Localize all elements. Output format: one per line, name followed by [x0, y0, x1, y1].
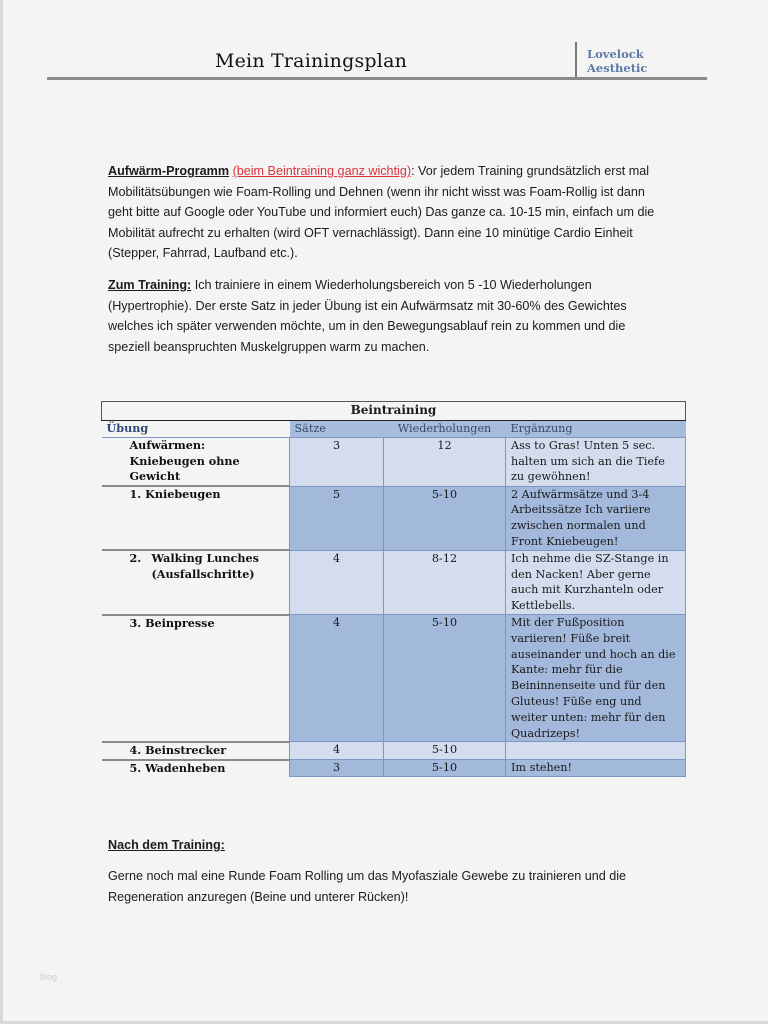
sets-cell: 4: [290, 615, 384, 742]
sets-cell: 3: [290, 760, 384, 777]
reps-cell: 8-12: [384, 550, 506, 614]
table-header-row: [102, 421, 686, 438]
after-training-heading: [108, 835, 668, 856]
exercise-cell: 5. Wadenheben: [102, 760, 290, 777]
page-title: Mein Trainingsplan: [214, 50, 408, 72]
table-row: [102, 760, 686, 777]
note-cell: [506, 742, 686, 760]
sets-cell: 5: [290, 486, 384, 550]
page-border: [0, 0, 3, 1024]
after-training-paragraph: Gerne noch mal eine Runde Foam Rolling um das Myofasziale Gewebe zu trainieren und die Regeneration anzuregen (Beine und unterer Rücken)!: [108, 869, 627, 904]
table-row: [102, 486, 686, 550]
reps-cell: 5-10: [384, 615, 506, 742]
note-cell: Ass to Gras! Unten 5 sec. halten um sich an die Tiefe zu gewöhnen!: [506, 437, 686, 486]
brand-name: Lovelock Aesthetic: [587, 47, 648, 75]
reps-cell: 5-10: [384, 760, 506, 777]
leg-training-table: [101, 401, 686, 777]
note-cell: Mit der Fußposition variieren! Füße breit auseinander und hoch an die Kante: mehr für die Beininnenseite und für den Gluteus! Füße eng und weiter unten: mehr für den Quadrizeps!: [506, 615, 686, 742]
exercise-cell: 3. Beinpresse: [102, 615, 290, 742]
sets-cell: 3: [290, 437, 384, 486]
watermark: blog: [40, 972, 58, 982]
header-exercise: Übung: [102, 421, 290, 438]
note-cell: Ich nehme die SZ-Stange in den Nacken! Aber gerne auch mit Kurzhanteln oder Kettlebells.: [506, 550, 686, 614]
after-training-label: Nach dem Training:: [108, 838, 225, 852]
reps-cell: 12: [384, 437, 506, 486]
exercise-cell: 4. Beinstrecker: [102, 742, 290, 760]
training-text: Ich trainiere in einem Wiederholungsbereich von 5 -10 Wiederholungen (Hypertrophie). Der erste Satz in jeder Übung ist ein Aufwärmsatz mit 30-60% des Gewichtes welches ich später verwenden möchte, um in den Bewegungsablauf rein zu kommen und die speziell beanspruchten Muskelgruppen warm zu machen.: [108, 278, 627, 354]
table-row: [102, 437, 686, 486]
header-reps: Wiederholungen: [384, 421, 506, 438]
note-cell: Im stehen!: [506, 760, 686, 777]
warmup-note: (beim Beintraining ganz wichtig): [232, 164, 412, 178]
header-notes: Ergänzung: [506, 421, 686, 438]
training-label: Zum Training:: [108, 278, 192, 292]
header-rule: [47, 77, 707, 80]
warmup-paragraph: [108, 161, 668, 264]
training-paragraph: [108, 275, 668, 357]
table-row: [102, 615, 686, 742]
sets-cell: 4: [290, 742, 384, 760]
exercise-cell: Aufwärmen: Kniebeugen ohne Gewicht: [102, 437, 290, 486]
sets-cell: 4: [290, 550, 384, 614]
document-header: [47, 40, 707, 80]
table-row: [102, 742, 686, 760]
header-sets: Sätze: [290, 421, 384, 438]
reps-cell: 5-10: [384, 486, 506, 550]
table-title: Beintraining: [102, 402, 686, 421]
warmup-label: Aufwärm-Programm: [108, 164, 230, 178]
note-cell: 2 Aufwärmsätze und 3-4 Arbeitssätze Ich variiere zwischen normalen und Front Kniebeugen!: [506, 486, 686, 550]
reps-cell: 5-10: [384, 742, 506, 760]
table-row: [102, 550, 686, 614]
warmup-text: : Vor jedem Training grundsätzlich erst mal Mobilitätsübungen wie Foam-Rolling und Dehnen (wenn ihr nicht wisst was Foam-Rollig ist dann geht bitte auf Google oder YouTube und informiert euch) Das ganze ca. 10-15 min, einfach um die Mobilität aufrecht zu erhalten (wird OFT vernachlässigt). Dann eine 10 minütige Cardio Einheit (Stepper, Fahrrad, Laufband etc.).: [108, 164, 655, 261]
exercise-cell: 2. Walking Lunches (Ausfallschritte): [102, 550, 290, 614]
header-divider: [575, 42, 577, 78]
exercise-cell: 1. Kniebeugen: [102, 486, 290, 550]
